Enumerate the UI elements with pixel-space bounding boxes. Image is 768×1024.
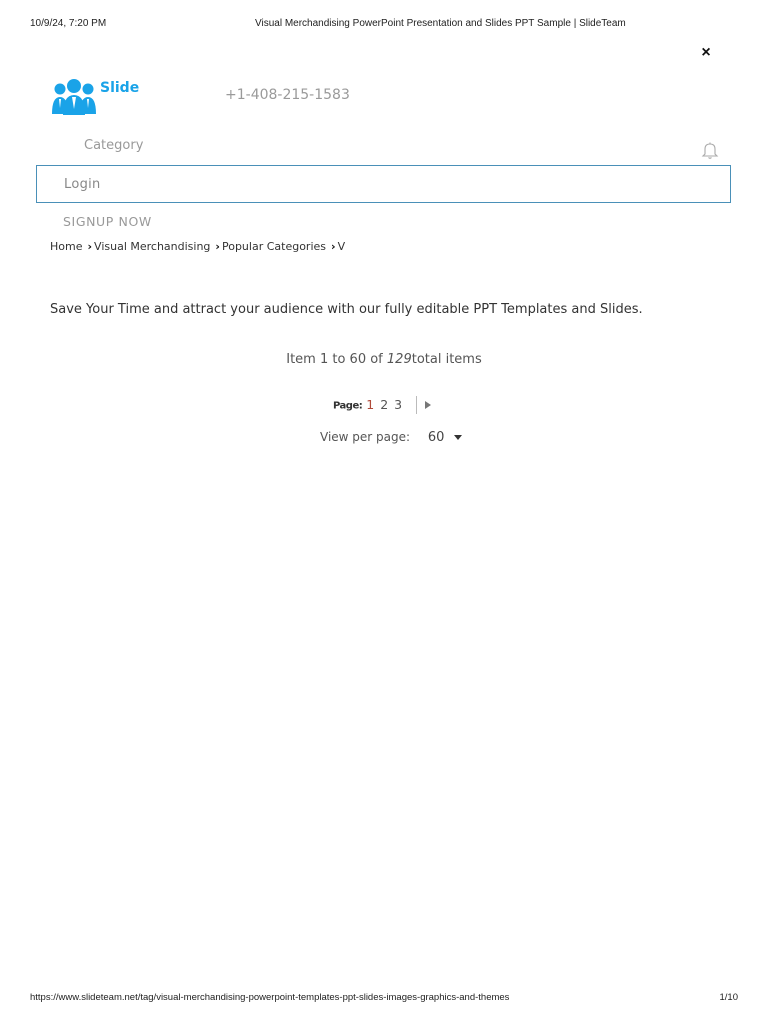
- per-page-label: View per page:: [320, 430, 411, 444]
- item-count-prefix: Item 1 to 60 of: [286, 352, 383, 367]
- breadcrumb-home[interactable]: Home: [50, 240, 83, 253]
- chevron-right-icon: ›: [331, 240, 336, 253]
- chevron-right-icon: ›: [87, 240, 93, 253]
- pagination-divider: [416, 396, 417, 414]
- bell-icon[interactable]: [700, 140, 720, 160]
- page-link-3[interactable]: 3: [394, 396, 403, 412]
- site-logo[interactable]: [50, 78, 150, 116]
- close-button[interactable]: ×: [701, 44, 711, 61]
- signup-link[interactable]: SIGNUP NOW: [63, 214, 152, 229]
- print-page-title: Visual Merchandising PowerPoint Presentation and Slides PPT Sample | SlideTeam: [255, 18, 626, 29]
- phone-number[interactable]: +1-408-215-1583: [225, 87, 350, 103]
- item-count-total: 129: [386, 352, 412, 367]
- login-link[interactable]: Login: [64, 177, 101, 192]
- item-count: [0, 352, 768, 367]
- print-header: [30, 18, 738, 32]
- people-group-icon: [50, 78, 98, 116]
- triangle-right-icon[interactable]: [425, 401, 431, 409]
- per-page-select[interactable]: [428, 430, 463, 445]
- breadcrumb: [50, 240, 345, 253]
- category-menu[interactable]: Category: [84, 138, 144, 153]
- per-page-control: [320, 430, 462, 445]
- login-bar[interactable]: [36, 165, 731, 203]
- chevron-right-icon: ›: [215, 240, 220, 253]
- item-count-suffix: total items: [411, 352, 482, 367]
- print-page-number: 1/10: [719, 992, 738, 1003]
- per-page-value: 60: [427, 430, 445, 445]
- pagination-label: Page:: [333, 400, 363, 412]
- print-url: https://www.slideteam.net/tag/visual-merchandising-powerpoint-templates-ppt-slides-images-graphics-and-themes: [30, 992, 510, 1003]
- page-link-1[interactable]: 1: [366, 396, 375, 412]
- print-datetime: 10/9/24, 7:20 PM: [30, 18, 107, 29]
- logo-text: Slide: [100, 80, 140, 96]
- breadcrumb-visual-merchandising[interactable]: Visual Merchandising: [94, 240, 211, 253]
- breadcrumb-popular-categories[interactable]: Popular Categories: [221, 240, 327, 253]
- page-link-2[interactable]: 2: [380, 396, 389, 412]
- pagination: [333, 396, 431, 414]
- caret-down-icon: [454, 435, 462, 440]
- page-tagline: Save Your Time and attract your audience with our fully editable PPT Templates and Slides.: [50, 302, 643, 317]
- print-footer: [30, 992, 738, 1006]
- breadcrumb-current: V: [337, 240, 346, 253]
